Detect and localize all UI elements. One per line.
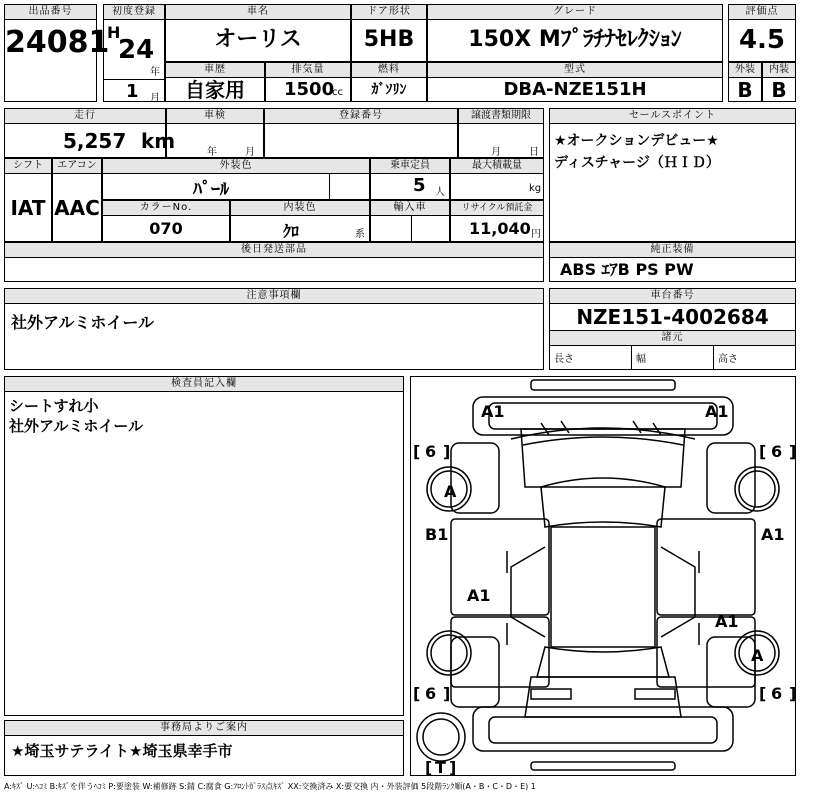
color: ﾊﾟｰﾙ xyxy=(193,179,229,200)
capacity-unit: 人 xyxy=(435,187,445,198)
load-box xyxy=(450,158,544,200)
mark-wheel-fl: A xyxy=(444,482,457,501)
car-name-box xyxy=(165,4,351,62)
legend: A:ｷｽﾞ U:ﾍｺﾐ B:ｷｽﾞを伴うﾍｺﾐ P:要塗装 W:補修跡 S:錆 C:腐食 G:ﾌﾛﾝﾄｶﾞﾗｽ点ｷｽﾞ XX:交換済み X:要交換 内・外装評価 5段階ﾗﾝｸ順(A・B・C・D・E) 1 xyxy=(4,782,536,791)
recycle-unit: 円 xyxy=(531,229,541,240)
car-outline-diagram xyxy=(411,377,795,775)
door-type: 5HB xyxy=(363,27,415,52)
recycle: 11,040 xyxy=(469,219,531,238)
inspector-note: シートすれ小 xyxy=(9,397,99,415)
displacement-box xyxy=(265,62,351,102)
shift: IAT xyxy=(10,196,46,220)
mark-rear-left-panel: A1 xyxy=(467,586,491,605)
svg-text:]: ] xyxy=(789,684,797,703)
int-color-box xyxy=(230,200,370,242)
color-no: 070 xyxy=(149,219,183,238)
lot-number-box xyxy=(4,4,110,102)
load-label: 最大積載量 xyxy=(451,159,543,174)
car-name: オーリス xyxy=(214,27,302,52)
lot-number: 24081 xyxy=(5,25,110,60)
int-color-unit: 系 xyxy=(355,229,365,240)
color-no-box xyxy=(102,200,230,242)
svg-text:]: ] xyxy=(443,442,451,461)
history: 自家用 xyxy=(185,78,245,102)
shift-box xyxy=(4,158,52,242)
color-box xyxy=(102,158,370,200)
exterior-label: 外装 xyxy=(729,63,761,78)
inspection-box xyxy=(166,108,264,158)
inspector-label: 検査員記入欄 xyxy=(5,377,403,392)
int-color-label: 内装色 xyxy=(231,201,369,216)
mark-trunk: T xyxy=(435,758,446,777)
svg-text:[: [ xyxy=(413,442,421,461)
grade-box xyxy=(427,4,723,62)
grade: 150X Mﾌﾟﾗﾁﾅｾﾚｸｼｮﾝ xyxy=(468,27,682,52)
width-label: 幅 xyxy=(631,346,713,370)
caution-box xyxy=(4,288,544,370)
fuel-box xyxy=(351,62,427,102)
inspection-label: 車検 xyxy=(167,109,263,124)
mark-tire-rl: 6 xyxy=(425,684,437,703)
era: H xyxy=(107,23,121,42)
chassis: NZE151-4002684 xyxy=(576,305,769,329)
reg-month: 1 xyxy=(126,81,139,102)
office-label: 事務局よりご案内 xyxy=(5,721,403,736)
fuel-label: 燃料 xyxy=(352,63,426,78)
car-name-label: 車名 xyxy=(166,5,350,20)
load-unit: kg xyxy=(529,183,542,194)
recycle-box xyxy=(450,200,544,242)
caution-label: 注意事項欄 xyxy=(5,289,543,304)
svg-text:[: [ xyxy=(759,684,767,703)
transfer-month-unit: 月 xyxy=(491,147,501,158)
score-box xyxy=(728,4,796,62)
mileage: 5,257 xyxy=(63,129,127,153)
mark-rear-right-panel: A1 xyxy=(715,612,739,631)
inspector-note: 社外アルミホイール xyxy=(9,417,144,435)
height-label: 高さ xyxy=(713,346,795,370)
history-label: 車歴 xyxy=(166,63,264,78)
capacity: 5 xyxy=(413,175,426,196)
mileage-label: 走行 xyxy=(5,109,165,124)
mileage-unit: km xyxy=(141,129,176,153)
svg-text:]: ] xyxy=(789,442,797,461)
capacity-box xyxy=(370,158,450,200)
interior-grade-box xyxy=(762,62,796,102)
svg-text:]: ] xyxy=(443,684,451,703)
transfer-label: 譲渡書類期限 xyxy=(459,109,543,124)
mark-door-left: B1 xyxy=(425,525,449,544)
insp-year-unit: 年 xyxy=(207,147,217,158)
interior-label: 内装 xyxy=(763,63,795,78)
color-label: 外装色 xyxy=(103,159,369,174)
exterior-grade-box xyxy=(728,62,762,102)
first-registration-box xyxy=(103,4,165,102)
recycle-label: リサイクル預託金 xyxy=(451,201,543,216)
svg-text:]: ] xyxy=(449,758,457,777)
reg-year: 24 xyxy=(118,35,155,65)
score-label: 評価点 xyxy=(729,5,795,20)
svg-text:[: [ xyxy=(413,684,421,703)
first-reg-label: 初度登録 xyxy=(104,5,164,20)
mark-door-right: A1 xyxy=(761,525,785,544)
svg-text:[: [ xyxy=(759,442,767,461)
office-box xyxy=(4,720,404,776)
import-box xyxy=(370,200,450,242)
lot-number-label: 出品番号 xyxy=(5,5,96,20)
capacity-label: 乗車定員 xyxy=(371,159,449,174)
import-label: 輸入車 xyxy=(371,201,449,216)
equipment-box xyxy=(549,242,796,282)
inspector-box xyxy=(4,376,404,716)
svg-text:[: [ xyxy=(425,758,433,777)
shift-label: シフト xyxy=(5,159,51,174)
exterior-grade: B xyxy=(737,78,753,102)
model-code-label: 型式 xyxy=(428,63,722,78)
interior-grade: B xyxy=(771,78,787,102)
model-code: DBA-NZE151H xyxy=(503,79,647,100)
mark-wheel-rr: A xyxy=(751,646,764,665)
fuel: ｶﾞｿﾘﾝ xyxy=(371,82,407,98)
model-code-box xyxy=(427,62,723,102)
score: 4.5 xyxy=(738,25,786,55)
sales-points-label: セールスポイント xyxy=(550,109,795,124)
grade-label: グレード xyxy=(428,5,722,20)
history-box xyxy=(165,62,265,102)
equipment: ABS ｴｱB PS PW xyxy=(560,260,694,279)
transfer-day-unit: 日 xyxy=(529,147,539,158)
chassis-box xyxy=(549,288,796,370)
later-parts-label: 後日発送部品 xyxy=(5,243,543,258)
mark-tire-rr: 6 xyxy=(771,684,783,703)
plate-label: 登録番号 xyxy=(265,109,457,124)
sales-points-box xyxy=(549,108,796,242)
sales-point: ディスチャージ（ＨＩＤ） xyxy=(554,155,720,171)
mark-tire-fr: 6 xyxy=(771,442,783,461)
color-no-label: カラーNo. xyxy=(103,201,229,216)
displacement-label: 排気量 xyxy=(266,63,350,78)
sales-point: ★オークションデビュー★ xyxy=(554,133,719,149)
mark-front-right: A1 xyxy=(705,402,729,421)
ac-label: エアコン xyxy=(53,159,101,174)
insp-month-unit: 月 xyxy=(245,147,255,158)
chassis-label: 車台番号 xyxy=(550,289,795,304)
plate-box xyxy=(264,108,458,158)
door-type-box xyxy=(351,4,427,62)
office: ★埼玉サテライト★埼玉県幸手市 xyxy=(11,742,233,760)
length-label: 長さ xyxy=(554,354,574,365)
int-color: ｸﾛ xyxy=(283,222,300,241)
door-type-label: ドア形状 xyxy=(352,5,426,20)
year-unit: 年 xyxy=(150,67,160,78)
month-unit: 月 xyxy=(150,93,160,104)
mileage-box xyxy=(4,108,176,158)
displacement: 1500 xyxy=(284,79,335,100)
equipment-label: 純正装備 xyxy=(550,243,795,258)
ac: AAC xyxy=(54,196,100,220)
transfer-box xyxy=(458,108,544,158)
later-parts-box xyxy=(4,242,544,282)
ac-box xyxy=(52,158,102,242)
caution: 社外アルミホイール xyxy=(11,313,155,332)
damage-diagram xyxy=(410,376,796,776)
mark-front-left: A1 xyxy=(481,402,505,421)
dims-label: 諸元 xyxy=(550,330,795,346)
mark-tire-fl: 6 xyxy=(425,442,437,461)
displacement-unit: cc xyxy=(332,87,343,98)
